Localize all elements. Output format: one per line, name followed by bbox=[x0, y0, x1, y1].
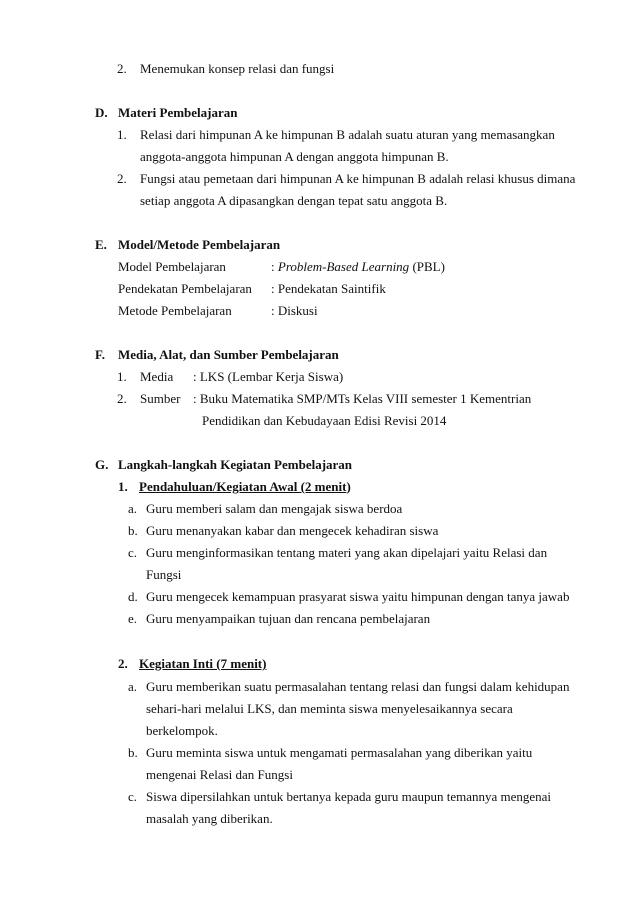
sub-list-text-continued: berkelompok. bbox=[146, 723, 218, 738]
list-number: 1. bbox=[117, 369, 127, 384]
sub-list-letter: a. bbox=[128, 679, 138, 694]
row-colon: : bbox=[271, 259, 275, 274]
list-number: 2. bbox=[117, 391, 127, 406]
section-d-letter: D. bbox=[95, 105, 108, 120]
row-label: Model Pembelajaran bbox=[118, 259, 226, 274]
sub-list-text: Guru memberikan suatu permasalahan tentang relasi dan fungsi dalam kehidupan bbox=[146, 679, 570, 694]
sub-list-text: Guru menginformasikan tentang materi yang akan dipelajari yaitu Relasi dan bbox=[146, 545, 548, 560]
section-d-title: Materi Pembelajaran bbox=[118, 105, 238, 120]
list-number: 1. bbox=[117, 127, 127, 142]
row-value-text: Pendekatan Saintifik bbox=[277, 281, 386, 296]
list-number: 2. bbox=[117, 61, 127, 76]
section-g-title: Langkah-langkah Kegiatan Pembelajaran bbox=[118, 457, 353, 472]
section-f-letter: F. bbox=[95, 347, 105, 362]
subsection-title-tail: ) bbox=[346, 479, 351, 494]
row-value bbox=[271, 259, 445, 275]
sub-list-letter: b. bbox=[128, 745, 138, 760]
sub-list-text: Guru memberi salam dan mengajak siswa berdoa bbox=[146, 501, 403, 516]
list-number: 2. bbox=[117, 171, 127, 186]
sub-list-text-continued: masalah yang diberikan. bbox=[146, 811, 273, 826]
row-colon: : bbox=[271, 303, 275, 318]
subsection-number: 2. bbox=[118, 656, 128, 671]
subsection-title-underlined: Pendahuluan/Kegiatan Awal (2 menit bbox=[139, 479, 347, 494]
row-label: Metode Pembelajaran bbox=[118, 303, 232, 318]
sub-list-text-continued: sehari-hari melalui LKS, dan meminta siswa menyelesaikannya secara bbox=[146, 701, 513, 716]
sub-list-text: Guru menyampaikan tujuan dan rencana pembelajaran bbox=[146, 611, 431, 626]
sub-list-text: Siswa dipersilahkan untuk bertanya kepada guru maupun temannya mengenai bbox=[146, 789, 552, 804]
list-item-text-continued: setiap anggota A dipasangkan dengan tepat satu anggota B. bbox=[140, 193, 448, 208]
row-colon: : bbox=[271, 281, 275, 296]
row-value bbox=[271, 303, 318, 319]
row-value bbox=[271, 281, 386, 297]
sub-list-letter: b. bbox=[128, 523, 138, 538]
section-e-title: Model/Metode Pembelajaran bbox=[118, 237, 281, 252]
list-item-text: Fungsi atau pemetaan dari himpunan A ke himpunan B adalah relasi khusus dimana bbox=[140, 171, 576, 186]
sub-list-text: Guru mengecek kemampuan prasyarat siswa yaitu himpunan dengan tanya jawab bbox=[146, 589, 570, 604]
sub-list-text-continued: Fungsi bbox=[146, 567, 182, 582]
sub-list-text: Guru menanyakan kabar dan mengecek kehadiran siswa bbox=[146, 523, 439, 538]
list-item-value-continued: Pendidikan dan Kebudayaan Edisi Revisi 2014 bbox=[202, 413, 447, 428]
subsection-title: Kegiatan Inti (7 menit) bbox=[139, 656, 267, 671]
section-e-letter: E. bbox=[95, 237, 107, 252]
row-label: Pendekatan Pembelajaran bbox=[118, 281, 252, 296]
list-item-text-continued: anggota-anggota himpunan A dengan anggota himpunan B. bbox=[140, 149, 449, 164]
sub-list-letter: a. bbox=[128, 501, 138, 516]
section-f-title: Media, Alat, dan Sumber Pembelajaran bbox=[118, 347, 339, 362]
sub-list-letter: e. bbox=[128, 611, 138, 626]
row-value-italic: Problem-Based Learning bbox=[277, 259, 410, 274]
row-value-rest: (PBL) bbox=[409, 259, 445, 274]
sub-list-text: Guru meminta siswa untuk mengamati permasalahan yang diberikan yaitu bbox=[146, 745, 533, 760]
subsection-number: 1. bbox=[118, 479, 128, 494]
list-item-value: : LKS (Lembar Kerja Siswa) bbox=[193, 369, 344, 384]
list-item-label: Sumber bbox=[140, 391, 181, 406]
sub-list-letter: c. bbox=[128, 789, 138, 804]
list-item-text: Menemukan konsep relasi dan fungsi bbox=[140, 61, 335, 76]
section-g-letter: G. bbox=[95, 457, 109, 472]
list-item-label: Media bbox=[140, 369, 174, 384]
sub-list-text-continued: mengenai Relasi dan Fungsi bbox=[146, 767, 293, 782]
row-value-text: Diskusi bbox=[277, 303, 318, 318]
list-item-value: : Buku Matematika SMP/MTs Kelas VIII semester 1 Kementrian bbox=[193, 391, 532, 406]
subsection-title bbox=[139, 479, 351, 495]
list-item-text: Relasi dari himpunan A ke himpunan B adalah suatu aturan yang memasangkan bbox=[140, 127, 555, 142]
sub-list-letter: d. bbox=[128, 589, 138, 604]
sub-list-letter: c. bbox=[128, 545, 138, 560]
